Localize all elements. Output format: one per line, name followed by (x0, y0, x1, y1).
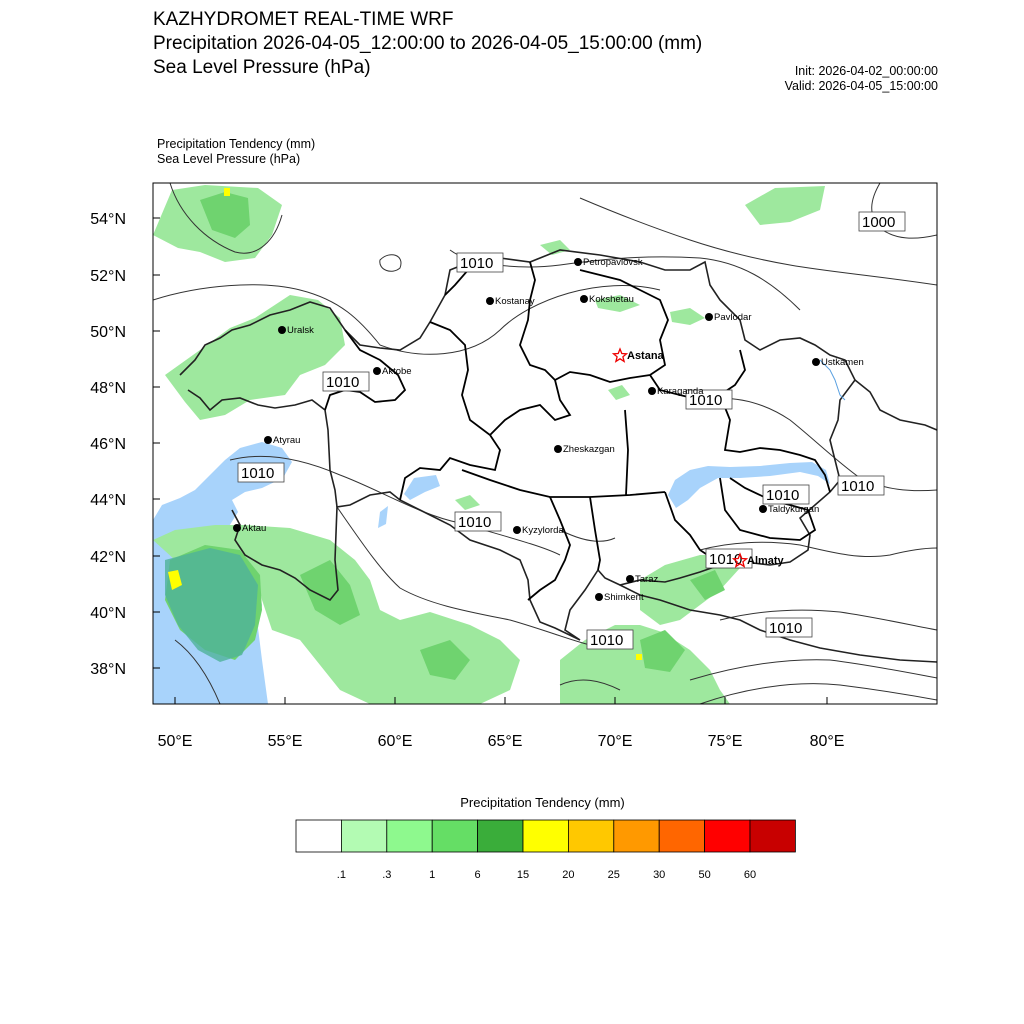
map-subtitle-precip: Precipitation 2026-04-05_12:00:00 to 2026-04-05_15:00:00 (mm) (153, 33, 703, 54)
city-label: Shimkent (604, 592, 644, 603)
lon-label: 70°E (597, 733, 633, 750)
lon-label: 75°E (707, 733, 743, 750)
map-field-layer (153, 183, 937, 704)
lon-label: 60°E (377, 733, 413, 750)
city-label: Uralsk (287, 325, 314, 336)
lat-label: 54°N (90, 211, 126, 228)
city-label: Petropavlovsk (583, 257, 643, 268)
isobar-label: 1010 (841, 478, 875, 495)
colorbar-swatch (523, 820, 568, 852)
city-label: Kokshetau (589, 294, 634, 305)
city-marker (626, 574, 658, 585)
lat-label: 52°N (90, 268, 126, 285)
lat-label: 44°N (90, 492, 126, 509)
colorbar-swatch (614, 820, 659, 852)
city-marker (812, 357, 864, 368)
lon-labels (158, 733, 845, 750)
colorbar-tick-label: .3 (382, 869, 392, 881)
isobar-label: 1010 (460, 255, 494, 272)
colorbar-swatch (432, 820, 477, 852)
isobar-label: 1010 (689, 392, 723, 409)
city-marker (595, 592, 644, 603)
map-subtitle-slp: Sea Level Pressure (hPa) (153, 57, 371, 78)
colorbar-tick-label: 25 (607, 869, 620, 881)
city-marker (580, 294, 634, 305)
star-icon (614, 349, 627, 361)
city-label: Aktau (242, 523, 267, 534)
isobar-label: 1000 (862, 214, 896, 231)
colorbar-swatch (387, 820, 432, 852)
colorbar-tick-label: 60 (743, 869, 757, 881)
lon-label: 55°E (267, 733, 303, 750)
isobar-label: 1010 (241, 465, 275, 482)
city-marker (486, 296, 535, 307)
colorbar-tick-label: 1 (429, 869, 436, 881)
aral-sea (404, 475, 440, 500)
isobar-label: 1010 (326, 374, 360, 391)
lat-labels (90, 211, 126, 678)
isobar-label: 1010 (709, 551, 743, 568)
city-marker (513, 525, 564, 536)
city-label: Zheskazgan (563, 444, 615, 455)
colorbar-swatch (341, 820, 386, 852)
colorbar-swatch (705, 820, 750, 852)
lat-label: 42°N (90, 549, 126, 566)
map-frame (153, 183, 937, 704)
colorbar-tick-label: 15 (516, 869, 530, 881)
city-label: Ustkamen (821, 357, 864, 368)
colorbar-tick-label: .1 (336, 869, 346, 881)
city-marker (705, 312, 752, 323)
colorbar-swatch (750, 820, 795, 852)
city-label: Atyrau (273, 435, 301, 446)
lat-label: 50°N (90, 324, 126, 341)
colorbar-swatch (478, 820, 523, 852)
city-label: Kyzylorda (522, 525, 564, 536)
colorbar-tick-label: 50 (698, 869, 711, 881)
isobar-label: 1010 (766, 487, 800, 504)
colorbar-boxes (296, 820, 795, 852)
colorbar-tick-label: 30 (653, 869, 666, 881)
lon-label: 50°E (157, 733, 193, 750)
city-marker (759, 504, 819, 515)
isobar-label: 1010 (769, 620, 803, 637)
isobar-label: 1010 (590, 632, 624, 649)
lat-label: 46°N (90, 436, 126, 453)
lat-label: 48°N (90, 380, 126, 397)
capital-label: Astana (627, 350, 664, 362)
colorbar-ticks (337, 869, 756, 881)
isobar-label: 1010 (458, 514, 492, 531)
capital-label: Almaty (747, 555, 784, 567)
region-borders (325, 262, 830, 600)
lon-label: 65°E (487, 733, 523, 750)
city-label: Pavlodar (714, 312, 752, 323)
city-label: Taldykurgan (768, 504, 820, 515)
lat-label: 40°N (90, 605, 126, 622)
field-label-precip: Precipitation Tendency (mm) (157, 137, 316, 151)
colorbar-swatch (296, 820, 341, 852)
city-marker (373, 366, 412, 377)
colorbar-swatch (659, 820, 704, 852)
valid-time: Valid: 2026-04-05_15:00:00 (784, 79, 938, 93)
capital-marker (614, 349, 665, 362)
isobars (153, 183, 937, 704)
city-marker (648, 386, 704, 397)
city-marker (574, 257, 643, 268)
lat-label: 38°N (90, 661, 126, 678)
colorbar-tick-label: 6 (474, 869, 481, 881)
init-time: Init: 2026-04-02_00:00:00 (794, 64, 938, 78)
city-label: Kostanay (495, 296, 535, 307)
field-label-slp: Sea Level Pressure (hPa) (157, 152, 301, 166)
colorbar-title: Precipitation Tendency (mm) (460, 795, 625, 810)
city-marker (554, 444, 615, 455)
lon-label: 80°E (809, 733, 845, 750)
colorbar-swatch (568, 820, 613, 852)
colorbar (0, 815, 1024, 895)
colorbar-tick-label: 20 (562, 869, 575, 881)
city-label: Karaganda (657, 386, 704, 397)
city-label: Aktobe (382, 366, 412, 377)
city-label: Taraz (635, 574, 659, 585)
map-title: KAZHYDROMET REAL-TIME WRF (153, 9, 454, 30)
